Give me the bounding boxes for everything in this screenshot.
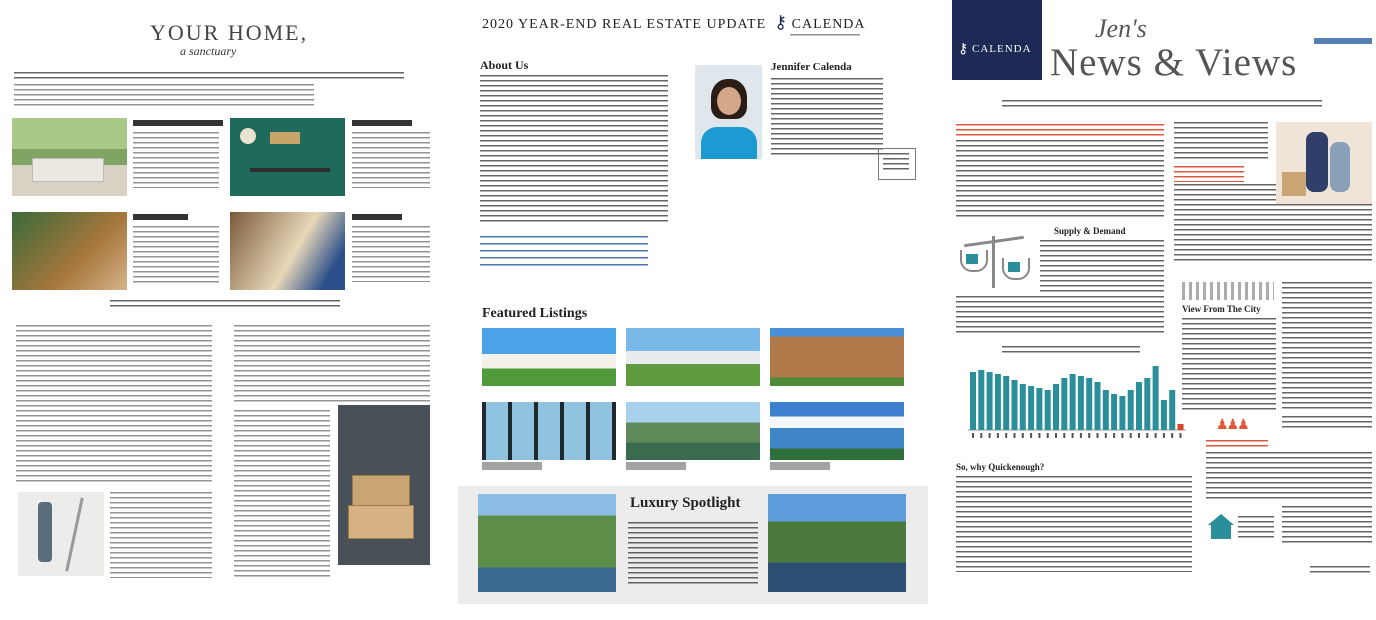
chart-bar [987,372,993,430]
view-text-tail [1282,416,1372,428]
agent-contact-details [771,78,883,158]
intro-heading-text [14,72,404,80]
caption-text [133,226,219,286]
chart-bar [1103,390,1109,430]
chart-tick [1146,433,1148,438]
couple-moving-photo [1276,122,1372,204]
listing-photo-2[interactable] [626,328,760,386]
section-heading [110,300,340,308]
house-icon [1208,514,1232,540]
why-heading: So, why Quickenough? [956,462,1045,472]
chart-tick [1063,433,1065,438]
chart-tick [997,433,999,438]
patio-photo [12,118,127,196]
chart-bar [1111,394,1117,430]
garden-room-photo [12,212,127,290]
chart-bar [1036,388,1042,430]
chart-tick [1097,433,1099,438]
issue-date [1314,38,1372,44]
caption-heading [133,120,223,126]
chart-tick [1105,433,1107,438]
chart-tick [1055,433,1057,438]
key-icon: ⚷ [958,40,969,56]
caption-text [133,132,219,188]
newsletter-title: News & Views [1050,41,1298,84]
chart-bar [1028,386,1034,430]
chart-tick [1038,433,1040,438]
listing-photo-6[interactable] [770,402,904,460]
caption-text [352,132,430,188]
lead-headline [1002,100,1322,108]
qr-code-icon [878,148,916,180]
chart-bar [1119,396,1125,430]
chart-bar [978,370,984,430]
side-article [1174,122,1268,162]
brand-tagline [790,34,860,39]
chart-bar [1053,384,1059,430]
chart-bar [1095,382,1101,430]
city-skyline-icon [1182,282,1274,300]
caption-heading [133,214,188,220]
agent-portrait-photo [695,65,762,159]
footer-signoff [1310,566,1370,574]
newsletter-page-real-estate-update [458,0,928,620]
chart-tick [1088,433,1090,438]
article-column-left-lower [110,492,212,578]
luxury-heading: Luxury Spotlight [630,495,741,511]
supply-demand-text [1040,240,1164,294]
chart-bar [1128,390,1134,430]
chart-tick [1130,433,1132,438]
chart-bar [1061,378,1067,430]
chart-tick [1163,433,1165,438]
title-script: Jen's [1095,14,1147,43]
chart-bar [1161,400,1167,430]
family-heading [1206,440,1268,448]
view-from-city-text [1282,282,1372,412]
chart-bar [1144,378,1150,430]
chart-tick [1155,433,1157,438]
supply-demand-text-continued [956,296,1164,336]
why-text [956,476,1192,572]
chart-tick [972,433,974,438]
chart-tick [989,433,991,438]
caption-text [352,226,430,282]
house-caption [1238,516,1274,538]
sales-bar-chart [966,352,1188,442]
family-text [1206,452,1372,500]
chart-bar [1078,376,1084,430]
chart-bar [1153,366,1159,430]
painter-ladder-photo [18,492,104,576]
brand-logo [774,12,866,33]
chart-bar [995,374,1001,430]
chart-tick [1180,433,1182,438]
page-title: YOUR HOME, [150,20,309,45]
listing-captions [482,462,904,470]
chart-tick [1047,433,1049,438]
family-icon: ♟♟♟ [1216,416,1248,432]
about-heading: About Us [480,58,529,72]
intro-paragraph [14,84,314,106]
luxury-aerial-photo-1[interactable] [478,494,616,592]
chart-tick [1022,433,1024,438]
scales-icon [958,230,1030,292]
view-from-city-text-left [1182,318,1276,410]
listing-photo-4[interactable] [482,402,616,460]
chart-tick [1138,433,1140,438]
caption-heading [352,214,402,220]
brand-name: CALENDA [791,17,866,32]
chart-tick [1121,433,1123,438]
lead-subheading [956,124,1164,136]
about-text [480,75,668,225]
newsletter-page-your-home [0,0,440,620]
article-column-right-lower [234,410,330,580]
moving-boxes-photo [338,405,430,565]
article-column-right [234,325,430,403]
page-subtitle: a sanctuary [180,44,237,58]
side-subheading [1174,166,1244,182]
update-header: 2020 YEAR-END REAL ESTATE UPDATE [482,17,767,32]
chart-bar [1045,390,1051,430]
chart-tick [1005,433,1007,438]
chart-bar [1012,380,1018,430]
contact-link[interactable] [480,236,648,266]
kitchen-shelf-photo [230,118,345,196]
luxury-aerial-photo-2[interactable] [768,494,906,592]
listing-photo-5[interactable] [626,402,760,460]
listing-photo-3[interactable] [770,328,904,386]
chart-bar [1003,376,1009,430]
supply-demand-heading: Supply & Demand [1054,226,1126,236]
chart-tick [1072,433,1074,438]
chart-bar [1169,390,1175,430]
brand-name: CALENDA [972,43,1032,55]
chart-bar [1020,384,1026,430]
luxury-details [628,522,758,584]
view-from-city-heading: View From The City [1182,304,1261,314]
chart-tick [1014,433,1016,438]
brand-block [952,0,1042,80]
chart-bar [1178,424,1184,430]
chart-bar [1136,382,1142,430]
chart-bar [1070,374,1076,430]
reading-nook-photo [230,212,345,290]
caption-heading [352,120,412,126]
house-text [1282,506,1372,546]
newsletter-page-news-and-views [950,0,1376,620]
chart-tick [980,433,982,438]
chart-tick [1030,433,1032,438]
listing-photo-1[interactable] [482,328,616,386]
chart-bar [1086,378,1092,430]
chart-tick [1171,433,1173,438]
chart-bar [970,372,976,430]
featured-heading: Featured Listings [482,306,588,321]
chart-tick [1113,433,1115,438]
lead-article [956,140,1164,218]
chart-tick [1080,433,1082,438]
key-icon: ⚷ [774,12,788,32]
agent-name: Jennifer Calenda [771,61,852,73]
article-column-left [16,325,212,485]
